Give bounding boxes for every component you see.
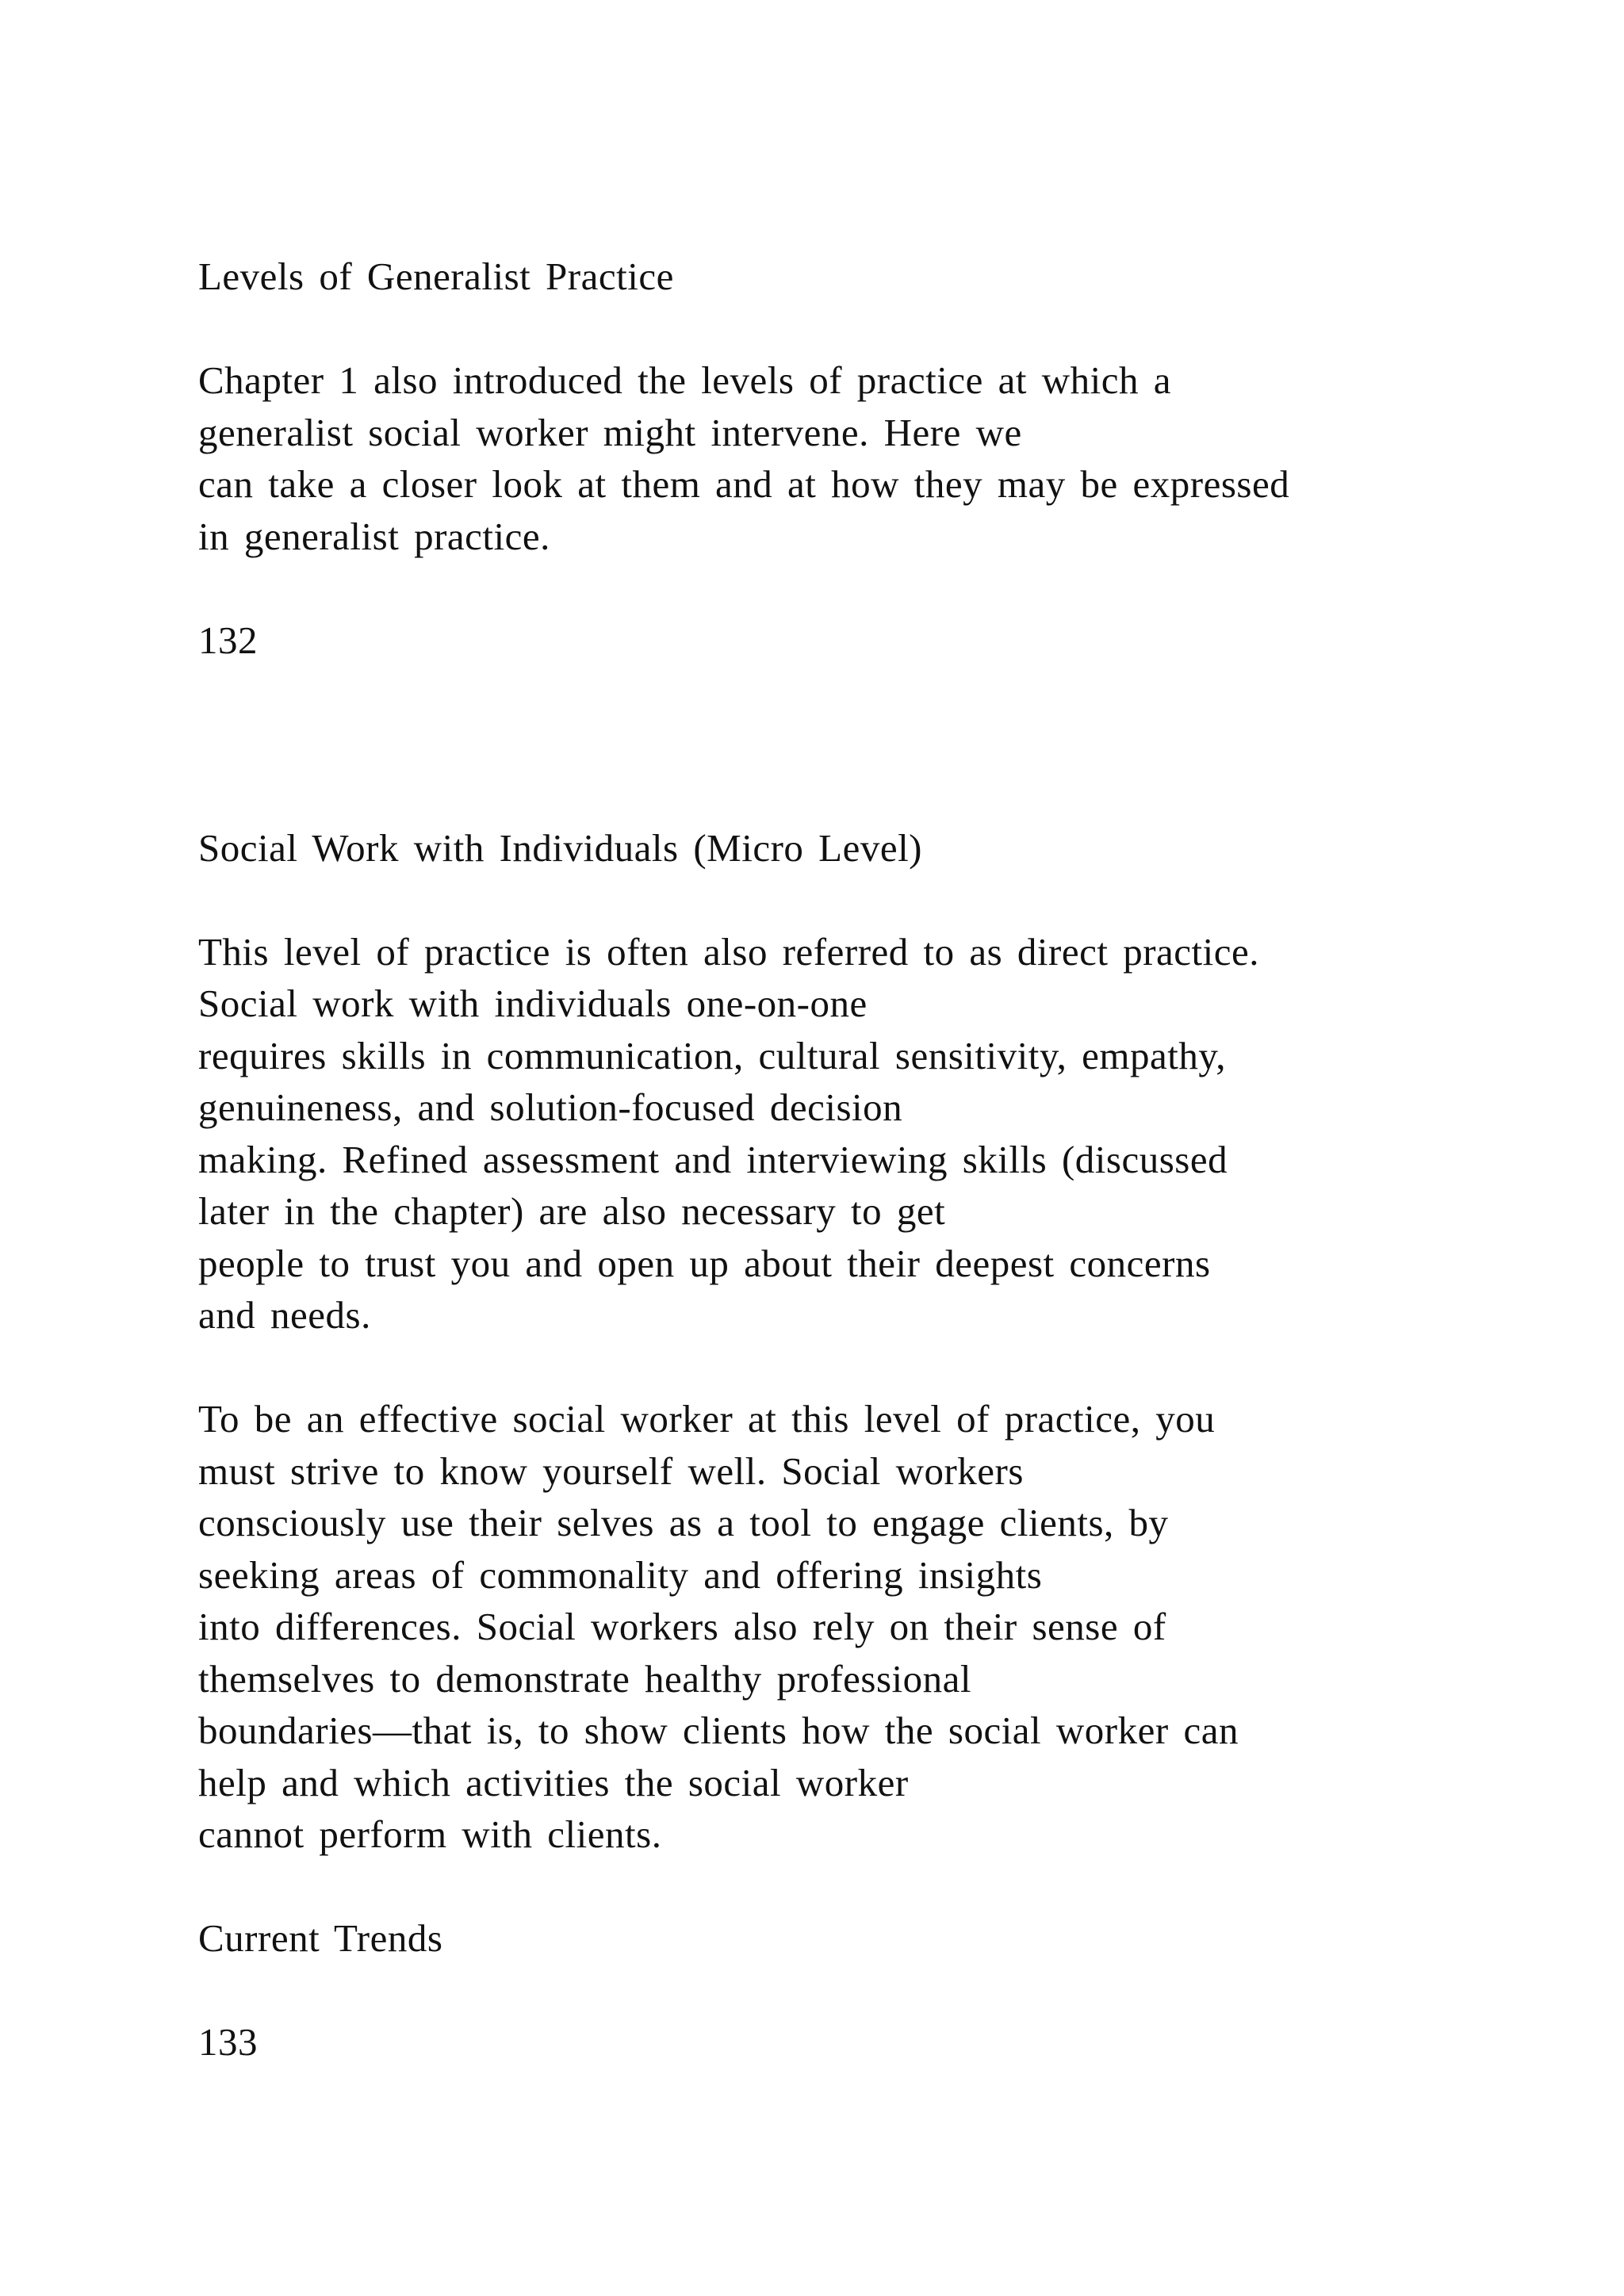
spacer	[198, 666, 1483, 822]
text-line: generalist social worker might intervene. Here we	[198, 410, 1022, 454]
text-line: in generalist practice.	[198, 514, 550, 558]
intro-paragraph	[198, 354, 1483, 562]
text-line: consciously use their selves as a tool to engage clients, by	[198, 1501, 1169, 1544]
text-line: and needs.	[198, 1293, 371, 1337]
page-number: 132	[198, 618, 258, 662]
text-line: boundaries—that is, to show clients how the social worker can	[198, 1709, 1239, 1752]
spacer	[198, 562, 1483, 614]
spacer	[198, 1341, 1483, 1394]
text-line: This level of practice is often also referred to as direct practice.	[198, 929, 1260, 974]
text-line: into differences. Social workers also rely on their sense of	[198, 1605, 1166, 1648]
running-header: Current Trends	[198, 1916, 443, 1960]
section-heading-levels: Levels of Generalist Practice	[198, 254, 674, 298]
text-line: genuineness, and solution-focused decision	[198, 1085, 903, 1129]
text-line: making. Refined assessment and interviewing skills (discussed	[198, 1137, 1228, 1181]
text-line: can take a closer look at them and at how they may be expressed	[198, 462, 1290, 506]
spacer	[198, 303, 1483, 355]
text-line: seeking areas of commonality and offering insights	[198, 1552, 1043, 1597]
text-line: must strive to know yourself well. Social workers	[198, 1448, 1024, 1493]
spacer	[198, 874, 1483, 926]
page-number: 133	[198, 2020, 258, 2064]
spacer	[198, 1965, 1483, 2017]
spacer	[198, 1861, 1483, 1913]
text-line: help and which activities the social worker	[198, 1760, 909, 1804]
text-line: Social work with individuals one-on-one	[198, 982, 868, 1025]
body-paragraph	[198, 926, 1483, 1341]
body-paragraph	[198, 1393, 1483, 1861]
text-line: To be an effective social worker at this level of practice, you	[198, 1397, 1216, 1441]
text-line: people to trust you and open up about their deepest concerns	[198, 1241, 1211, 1285]
text-line: cannot perform with clients.	[198, 1812, 662, 1856]
text-line: Chapter 1 also introduced the levels of practice at which a	[198, 358, 1171, 402]
text-line: later in the chapter) are also necessary to get	[198, 1189, 946, 1233]
text-line: requires skills in communication, cultural sensitivity, empathy,	[198, 1033, 1226, 1077]
section-heading-micro: Social Work with Individuals (Micro Level)	[198, 825, 922, 870]
text-line: themselves to demonstrate healthy professional	[198, 1656, 972, 1701]
document-page	[198, 251, 1483, 2068]
